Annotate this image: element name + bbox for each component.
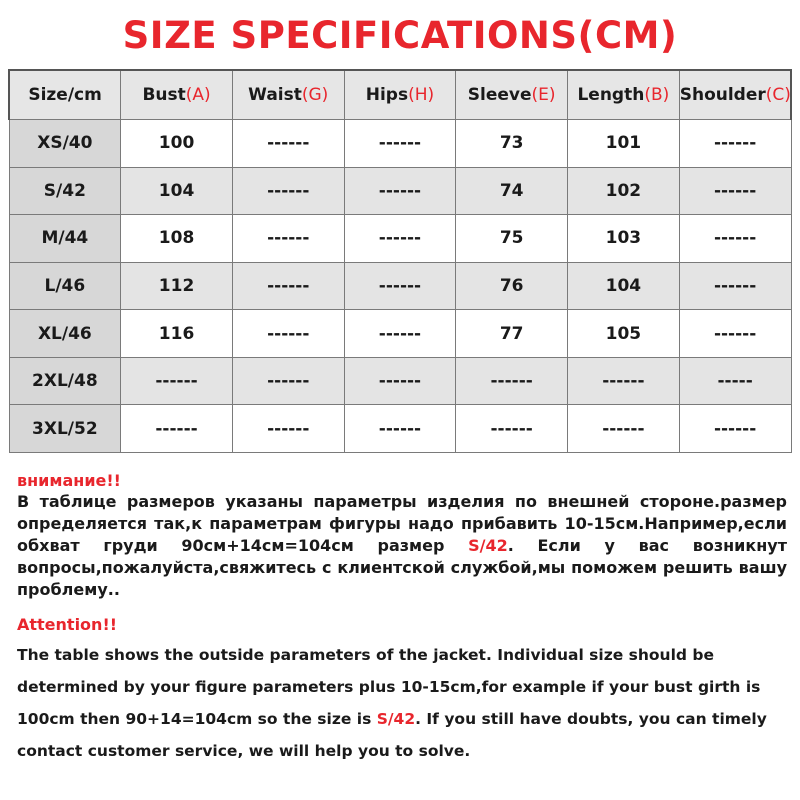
table-row [9,167,791,215]
measurement-cell: ------ [121,357,233,405]
measurement-cell: ------ [679,310,791,358]
column-header-label: Size/cm [28,85,102,105]
size-label-cell: M/44 [9,215,121,263]
measurement-cell: ------ [232,120,344,168]
column-header-label: Sleeve [467,85,532,105]
measurement-cell: ------ [121,405,233,453]
column-header-code: (B) [644,85,670,105]
measurement-cell: 104 [121,167,233,215]
column-header-code: (E) [531,85,556,105]
measurement-cell: ------ [344,120,456,168]
column-header [9,70,121,120]
column-header-label: Shoulder [679,85,766,105]
english-note-text-1: The table shows the outside parameters of the jacket. Individual size should be determined by your figure parameters plus 10-15cm,for example if your bust girth is 100cm then 90+14=104cm so the size is [17,646,761,728]
column-header-code: (G) [301,85,329,105]
column-header [456,70,568,120]
english-note-text-2: . If you still have doubts, you can timely contact customer service, we will help you to solve. [17,710,767,760]
measurement-cell: ------ [679,167,791,215]
russian-note-size-highlight: S/42 [468,536,508,555]
english-note [17,639,787,767]
measurement-cell: 112 [121,262,233,310]
measurement-cell: ------ [344,167,456,215]
column-header [232,70,344,120]
size-label-cell: XL/46 [9,310,121,358]
measurement-cell: ------ [344,262,456,310]
page-title: SIZE SPECIFICATIONS(CM) [122,14,678,57]
measurement-cell: ------ [344,310,456,358]
measurement-cell: 116 [121,310,233,358]
column-header [568,70,680,120]
measurement-cell: 73 [456,120,568,168]
measurement-cell: ------ [679,262,791,310]
size-label-cell: S/42 [9,167,121,215]
measurement-cell: 103 [568,215,680,263]
measurement-cell: 101 [568,120,680,168]
measurement-cell: ------ [232,167,344,215]
russian-note [17,491,787,601]
measurement-cell: 102 [568,167,680,215]
column-header-code: (H) [408,85,435,105]
column-header-code: (A) [185,85,211,105]
table-row [9,215,791,263]
measurement-cell: 100 [121,120,233,168]
measurement-cell: 104 [568,262,680,310]
column-header-code: (C) [765,85,791,105]
measurement-cell: ------ [344,215,456,263]
measurement-cell: ------ [679,215,791,263]
measurement-cell: ------ [456,405,568,453]
table-row [9,405,791,453]
measurement-cell: ------ [232,215,344,263]
russian-note-text-1: В таблице размеров указаны параметры изделия по внешней стороне.размер определяется так,к параметрам фигуры надо прибавить 10-15см.Например,если обхват груди 90см+14см=104см размер [17,492,787,555]
measurement-cell: ------ [344,357,456,405]
measurement-cell: 74 [456,167,568,215]
table-body [9,120,791,453]
size-label-cell: 2XL/48 [9,357,121,405]
column-header-label: Length [577,85,645,105]
column-header [344,70,456,120]
measurement-cell: ----- [679,357,791,405]
table-header [9,70,791,120]
measurement-cell: 105 [568,310,680,358]
measurement-cell: 108 [121,215,233,263]
table-row [9,310,791,358]
measurement-cell: ------ [344,405,456,453]
table-row [9,120,791,168]
column-header-label: Waist [248,85,302,105]
column-header-label: Bust [142,85,186,105]
russian-attention-heading: внимание!! [17,471,121,490]
notes-section [17,471,787,767]
measurement-cell: ------ [456,357,568,405]
measurement-cell: ------ [232,262,344,310]
column-header [121,70,233,120]
size-label-cell: XS/40 [9,120,121,168]
size-table [8,69,792,453]
measurement-cell: 75 [456,215,568,263]
measurement-cell: ------ [232,310,344,358]
size-label-cell: 3XL/52 [9,405,121,453]
english-note-size-highlight: S/42 [376,710,416,728]
column-header-label: Hips [365,85,409,105]
header-row [9,70,791,120]
measurement-cell: 77 [456,310,568,358]
english-attention-heading: Attention!! [17,615,118,634]
measurement-cell: ------ [568,405,680,453]
table-row [9,357,791,405]
measurement-cell: ------ [679,120,791,168]
measurement-cell: ------ [232,405,344,453]
measurement-cell: ------ [568,357,680,405]
table-row [9,262,791,310]
size-label-cell: L/46 [9,262,121,310]
measurement-cell: 76 [456,262,568,310]
measurement-cell: ------ [232,357,344,405]
measurement-cell: ------ [679,405,791,453]
russian-note-text-2: . Если у вас возникнут вопросы,пожалуйста,свяжитесь с клиентской службой,мы поможем решить вашу проблему.. [17,536,787,599]
column-header [679,70,791,120]
